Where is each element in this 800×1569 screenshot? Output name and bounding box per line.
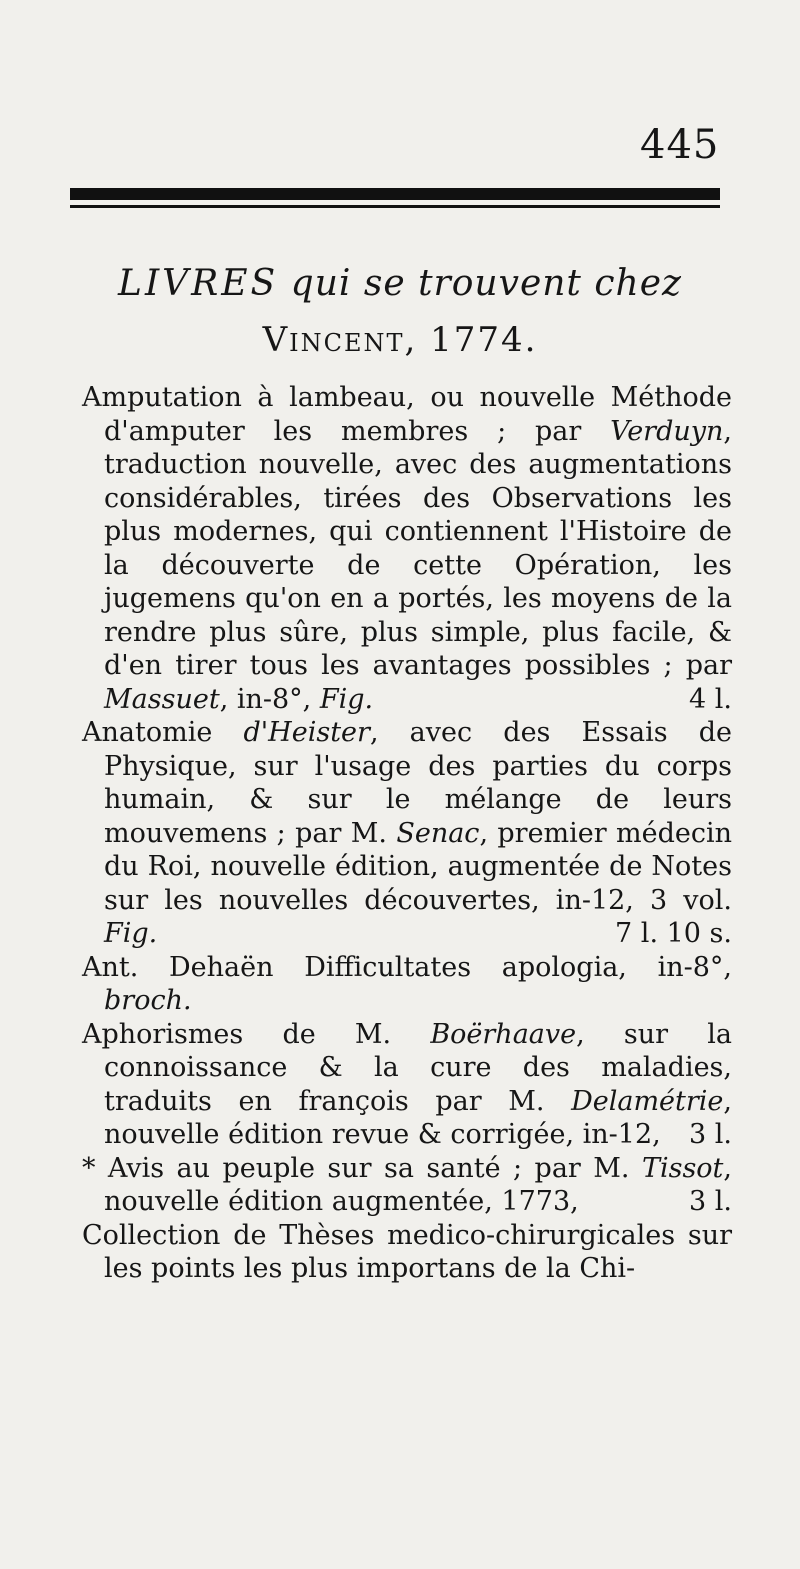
list-item [82, 1219, 732, 1286]
entry-text: , avec des Essais de Physique, sur l'usage des parties du corps humain, & sur le mélange de leurs mouvemens ; par M. [104, 717, 732, 849]
list-item [82, 951, 732, 1018]
author-name: Massuet [104, 683, 220, 715]
author-name: Boërhaave [430, 1018, 577, 1050]
entry-text: Aphorismes de M. [82, 1018, 431, 1050]
heading-line1 [70, 256, 730, 312]
author-name: Senac [396, 817, 480, 849]
author-name: d'Heister [243, 717, 370, 748]
entry-text: * Avis au peuple sur sa santé ; par M. [82, 1152, 642, 1184]
heading-qui-se-trouvent: qui se trouvent chez [290, 263, 682, 304]
list-item [82, 1152, 732, 1219]
author-name: Verduyn [610, 415, 724, 447]
binding-note: broch. [104, 985, 192, 1016]
entry-text: Amputation à lambeau, ou nouvelle Méthode d'amputer les membres ; par [82, 382, 732, 447]
heading-livres: LIVRES [118, 263, 279, 304]
entry-text: , nouvelle édition revue & corrigée, in-12, [104, 1085, 732, 1150]
entry-price: 7 l. 10 s. [615, 918, 732, 949]
entry-text: Anatomie [82, 717, 244, 748]
list-item [82, 716, 732, 951]
entry-price: 3 l. [689, 1186, 732, 1217]
header-rule-thin [70, 205, 720, 208]
entry-text: , in-8°, [219, 683, 320, 715]
entry-price: 4 l. [689, 683, 732, 715]
entry-price: 3 l. [689, 1119, 732, 1150]
figures-note: Fig. [319, 683, 374, 715]
entry-text: , sur la connoissance & la cure des maladies, traduits en françois par M. [104, 1018, 732, 1117]
entry-text: Ant. Dehaën Difficultates apologia, in-8°, [82, 951, 732, 983]
list-item [82, 1018, 732, 1152]
figures-note: Fig. [104, 918, 158, 949]
page-heading [70, 256, 730, 368]
heading-publisher: Vincent, 1774. [262, 320, 538, 360]
entry-text: Collection de Thèses medico-chirurgicales sur les points les plus importans de la Chi- [82, 1219, 732, 1284]
entry-text: , traduction nouvelle, avec des augmentations considérables, tirées des Observations les plus modernes, qui contiennent l'Histoire de la découverte de cette Opération, les jugemens qu'on en a portés, les moyens de la rendre plus sûre, plus simple, plus facile, & d'en tirer tous les avantages possibles ; par [104, 415, 732, 681]
author-name: Delamétrie [571, 1085, 724, 1117]
entry-text: , nouvelle édition augmentée, 1773, [104, 1152, 732, 1217]
entry-text: , premier médecin du Roi, nouvelle édition, augmentée de Notes sur les nouvelles découvertes, in-12, 3 vol. [104, 817, 733, 916]
book-list [82, 381, 732, 1286]
header-rule-thick [70, 188, 720, 200]
list-item [82, 381, 732, 716]
author-name: Tissot [641, 1152, 724, 1184]
page-number: 445 [640, 122, 720, 168]
